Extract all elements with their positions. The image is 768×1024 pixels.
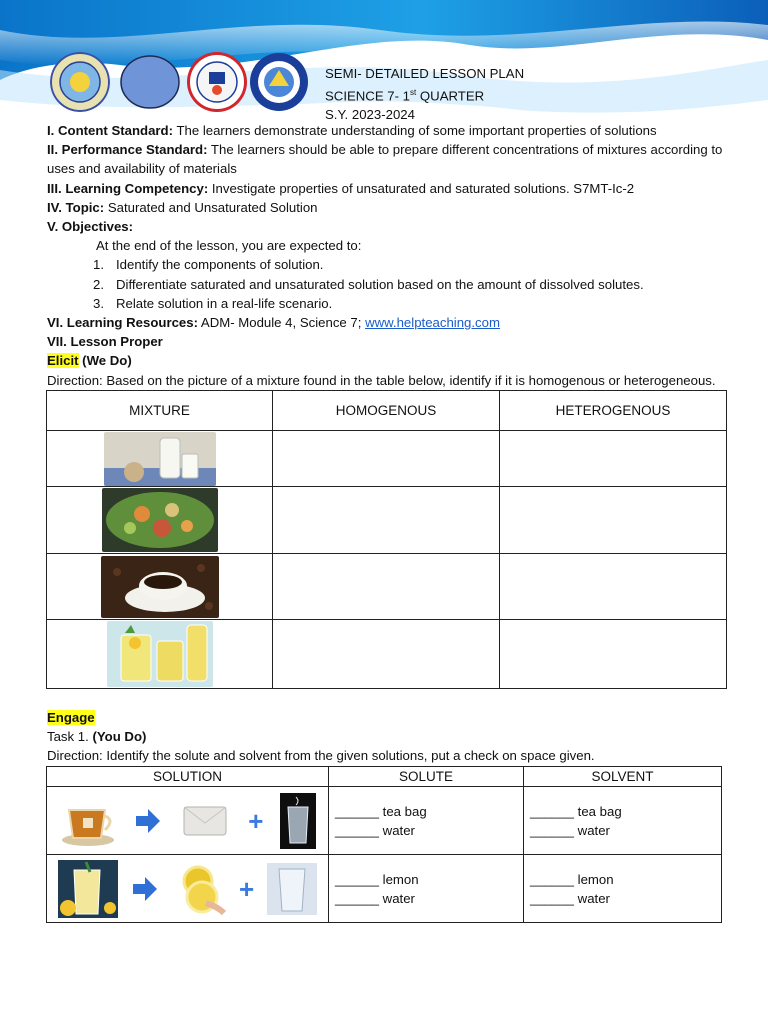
column-header-solvent: SOLVENT (524, 767, 722, 787)
choice-water[interactable]: ______ water (530, 890, 610, 906)
mixture-table (46, 390, 727, 689)
solute-solvent-table (46, 766, 722, 923)
table-row (47, 554, 727, 620)
engage-section (47, 708, 595, 766)
table-row (47, 487, 727, 554)
table-header-row (47, 391, 727, 431)
choice-water[interactable]: ______ water (530, 822, 610, 838)
performance-standard: II. Performance Standard: The learners should be able to prepare different concentrations of mixtures according to uses and availability of materials (47, 142, 723, 177)
choice-water[interactable]: ______ water (335, 890, 415, 906)
elicit-direction: Direction: Based on the picture of a mixture found in the table below, identify if it is homogenous or heterogeneous. (47, 372, 716, 388)
blank-oval-logo (120, 52, 180, 112)
deped-seal-logo (249, 52, 309, 112)
mixture-image-cell (47, 487, 273, 554)
header-school-year-line: S.Y. 2023-2024 (325, 107, 415, 123)
choice-lemon[interactable]: ______ lemon (530, 871, 614, 887)
homogenous-answer-cell[interactable] (273, 620, 500, 689)
header-title-line: SEMI- DETAILED LESSON PLAN (325, 66, 525, 81)
solution-image-cell (47, 855, 329, 923)
choice-tea-bag[interactable]: ______ tea bag (530, 803, 622, 819)
column-header-solute: SOLUTE (329, 767, 524, 787)
plus-icon: + (239, 873, 255, 904)
choice-lemon[interactable]: ______ lemon (335, 871, 419, 887)
table-row (47, 787, 722, 855)
engage-heading: Engage (47, 710, 95, 725)
objectives-list (47, 255, 737, 313)
table-row (47, 620, 727, 689)
arrow-right-icon (131, 875, 159, 903)
objectives-intro: At the end of the lesson, you are expected to: (96, 238, 362, 254)
lesson-proper-heading: VII. Lesson Proper (47, 334, 163, 350)
engage-direction: Direction: Identify the solute and solvent from the given solutions, put a check on space given. (47, 748, 595, 764)
objective-item: 1. Identify the components of solution. (93, 257, 324, 273)
choice-water[interactable]: ______ water (335, 822, 415, 838)
lemon-slices-image (172, 863, 226, 915)
column-header-mixture: MIXTURE (47, 391, 273, 431)
milk-image (104, 432, 216, 486)
lesson-plan-header (325, 64, 524, 124)
header-subject-line: SCIENCE 7- 1st QUARTER (325, 88, 485, 104)
helpteaching-link[interactable]: www.helpteaching.com (365, 315, 500, 331)
heterogenous-answer-cell[interactable] (500, 554, 727, 620)
learning-resources: VI. Learning Resources: ADM- Module 4, Science 7; www.helpteaching.com (47, 315, 500, 331)
heterogenous-answer-cell[interactable] (500, 487, 727, 554)
choice-tea-bag[interactable]: ______ tea bag (335, 803, 427, 819)
table-row (47, 855, 722, 923)
content-standard: I. Content Standard: The learners demonstrate understanding of some important properties of solutions (47, 123, 657, 138)
mixture-image-cell (47, 554, 273, 620)
arrow-right-icon (134, 807, 162, 835)
tea-bag-image (178, 801, 232, 841)
solute-choice-cell[interactable] (329, 787, 524, 855)
school-seal-logo (50, 52, 110, 112)
homogenous-answer-cell[interactable] (273, 487, 500, 554)
objective-item: 3. Relate solution in a real-life scenario. (93, 295, 333, 311)
topic: IV. Topic: Saturated and Unsaturated Solution (47, 199, 318, 215)
column-header-homogenous: HOMOGENOUS (273, 391, 500, 431)
coffee-image (101, 556, 219, 618)
objective-item: 2. Differentiate saturated and unsaturated solution based on the amount of dissolved solutes. (93, 276, 644, 292)
division-seal-logo (187, 52, 247, 112)
tea-cup-image (59, 794, 117, 848)
task-label: Task 1. (You Do) (47, 729, 147, 745)
homogenous-answer-cell[interactable] (273, 554, 500, 620)
heterogenous-answer-cell[interactable] (500, 431, 727, 487)
plus-icon: + (248, 805, 264, 836)
salad-image (102, 488, 218, 552)
solution-image-cell (47, 787, 329, 855)
heterogenous-answer-cell[interactable] (500, 620, 727, 689)
lemonade-glass-image (58, 860, 118, 918)
solvent-choice-cell[interactable] (524, 855, 722, 923)
column-header-solution: SOLUTION (47, 767, 329, 787)
mixture-image-cell (47, 431, 273, 487)
mixture-image-cell (47, 620, 273, 689)
table-row (47, 431, 727, 487)
objectives-heading: V. Objectives: (47, 219, 134, 235)
solute-choice-cell[interactable] (329, 855, 524, 923)
water-glass-image (267, 863, 317, 915)
homogenous-answer-cell[interactable] (273, 431, 500, 487)
table-header-row (47, 767, 722, 787)
column-header-heterogenous: HETEROGENOUS (500, 391, 727, 431)
solvent-choice-cell[interactable] (524, 787, 722, 855)
water-glass-image (280, 793, 316, 849)
learning-competency: III. Learning Competency: Investigate properties of unsaturated and saturated solutions. S7MT-Ic-2 (47, 180, 635, 196)
lesson-content (47, 121, 737, 390)
elicit-heading: Elicit (We Do) (47, 353, 132, 369)
lemonade-image (107, 621, 213, 687)
